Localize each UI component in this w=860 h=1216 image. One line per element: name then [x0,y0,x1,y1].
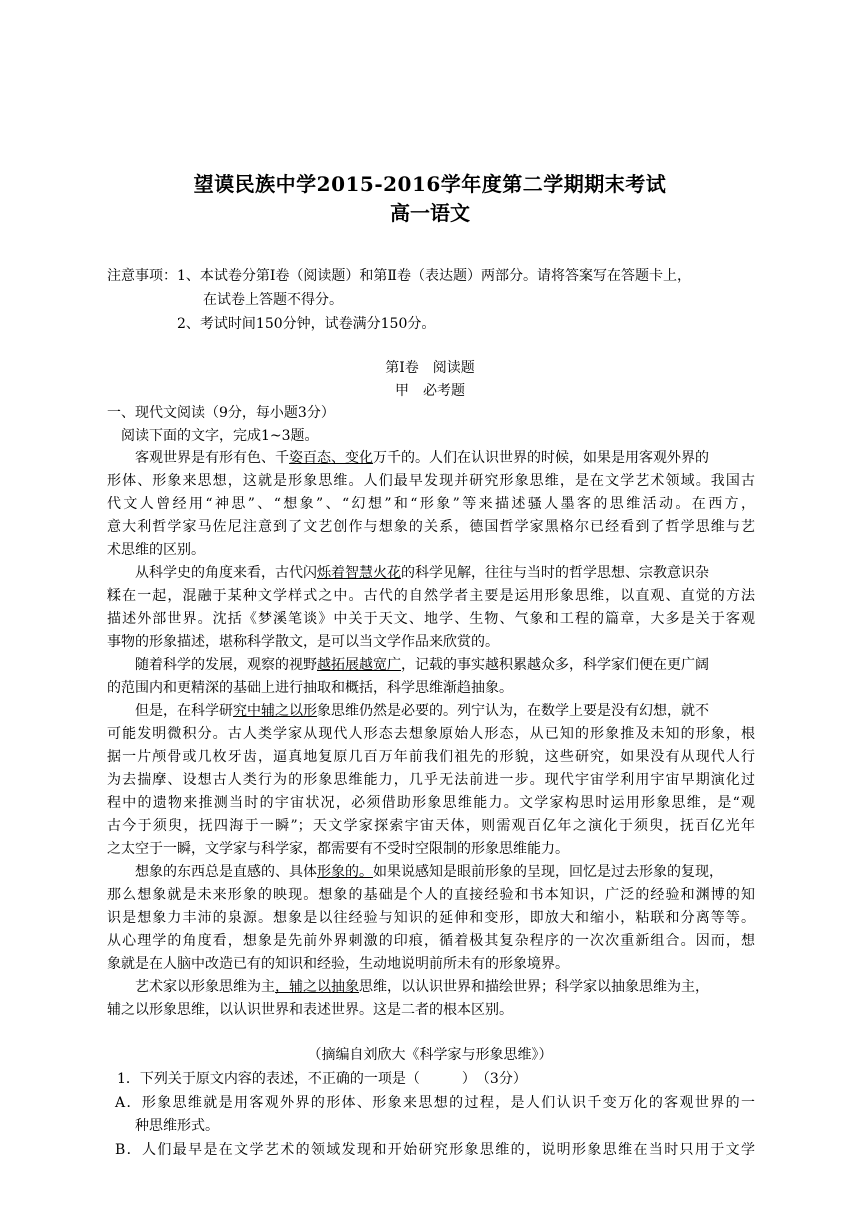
notice-line-1: 注意事项：1、本试卷分第Ⅰ卷（阅读题）和第Ⅱ卷（表达题）两部分。请将答案写在答题卡上， [107,268,691,284]
underlined-phrase: 烁着智慧火花 [317,565,401,581]
p1-line-1: 客观世界是有形有色、千姿百态、变化万千的。人们在认识世界的时候，如果是用客观外界的 [135,450,709,466]
p2-line-2: 糅在一起，混融于某种文学样式之中。古代的自然学者主要是运用形象思维，以直观、直觉的方法 [107,588,755,604]
underlined-phrase: 形象的。 [317,864,373,880]
section-sub-heading: 甲 必考题 [395,383,465,399]
p4-line-7: 之太空于一瞬，文学家与科学家，都需要有不受时空限制的形象思维能力。 [107,841,569,857]
p1-line-4: 意大利哲学家马佐尼注意到了文艺创作与想象的关系，德国哲学家黑格尔已经看到了哲学思维与艺 [107,519,755,535]
p4-line-4: 为去揣摩、设想古人类行为的形象思维能力，几乎无法前进一步。现代宇宙学利用宇宙早期演化过 [107,772,755,788]
underlined-phrase: 姿百态、变化 [289,450,373,466]
p5-line-1: 想象的东西总是直感的、具体形象的。如果说感知是眼前形象的呈现，回忆是过去形象的复现， [135,864,723,880]
p2-line-4: 事物的形象描述，堪称科学散文，是可以当文学作品来欣赏的。 [107,634,499,650]
notice-line-3: 2、考试时间150分钟，试卷满分150分。 [177,316,436,332]
p4-line-6: 古今于须臾，抚四海于一瞬”；天文学家探索宇宙天体，则需观百亿年之演化于须臾，抚百亿光年 [107,818,755,834]
p2-line-1: 从科学史的角度来看，古代闪烁着智慧火花的科学见解，往往与当时的哲学思想、宗教意识杂 [135,565,709,581]
q1-stem: 1．下列关于原文内容的表述，不正确的一项是（ ） （3分） [117,1071,527,1087]
p4-line-3: 据一片颅骨或几枚牙齿，逼真地复原几百万年前我们祖先的形貌，这些研究，如果没有从现代人行 [107,749,755,765]
q1-option-a-line-1: A．形象思维就是用客观外界的形体、形象来思想的过程，是人们认识千变万化的客观世界的一 [115,1095,755,1111]
source-citation: （摘编自刘欣大《科学家与形象思维》） [307,1047,553,1063]
p4-line-5: 程中的遗物来推测当时的宇宙状况，必须借助形象思维能力。文学家构思时运用形象思维，是“观 [107,795,755,811]
p1-line-5: 术思维的区别。 [107,542,205,558]
question-heading: 一、现代文阅读（9分，每小题3分） [107,405,335,421]
p6-line-1: 艺术家以形象思维为主，辅之以抽象思维，以认识世界和描绘世界；科学家以抽象思维为主， [135,979,709,995]
exam-title: 望谟民族中学2015-2016学年度第二学期期末考试 [193,172,667,196]
p5-line-2: 那么想象就是未来形象的映现。想象的基础是个人的直接经验和书本知识，广泛的经验和渊博的知 [107,887,755,903]
q1-option-a-line-2: 种思维形式。 [135,1118,219,1134]
p2-line-3: 描述外部世界。沈括《梦溪笔谈》中关于天文、地学、生物、气象和工程的篇章，大多是关于客观 [107,611,755,627]
underlined-phrase: 越拓展越宽广 [317,657,401,673]
p3-line-1: 随着科学的发展，观察的视野越拓展越宽广，记载的事实越积累越众多，科学家们便在更广阔 [135,657,709,673]
p5-line-4: 从心理学的角度看，想象是先前外界刺激的印痕，循着极其复杂程序的一次次重新组合。因而，想 [107,933,755,949]
p5-line-3: 识是想象力丰沛的泉源。想象是以往经验与知识的延伸和变形，即放大和缩小，粘联和分离等等。 [107,910,755,926]
p4-line-1: 但是，在科学研究中辅之以形象思维仍然是必要的。列宁认为，在数学上要是没有幻想，就不 [135,703,709,719]
p1-line-2: 形体、形象来思想，这就是形象思维。人们最早发现并研究形象思维，是在文学艺术领域。我国古 [107,473,755,489]
underlined-phrase: ，辅之以抽象 [275,979,359,995]
q1-option-b-line-1: B．人们最早是在文学艺术的领域发现和开始研究形象思维的，说明形象思维在当时只用于文学 [115,1142,755,1158]
underlined-phrase: 究中辅之以形 [233,703,317,719]
section-part-heading: 第Ⅰ卷 阅读题 [385,360,475,376]
exam-subtitle: 高一语文 [390,201,470,225]
p1-line-3: 代文人曾经用“神思”、“想象”、“幻想”和“形象”等来描述骚人墨客的思维活动。在西方， [107,496,755,512]
reading-instruction: 阅读下面的文字，完成1~3题。 [121,428,319,444]
p3-line-2: 的范围内和更精深的基础上进行抽取和概括，科学思维渐趋抽象。 [107,680,513,696]
notice-line-2: 在试卷上答题不得分。 [203,292,343,308]
p5-line-5: 象就是在人脑中改造已有的知识和经验，生动地说明前所未有的形象境界。 [107,956,569,972]
p6-line-2: 辅之以形象思维，以认识世界和表述世界。这是二者的根本区别。 [107,1002,513,1018]
p4-line-2: 可能发明微积分。古人类学家从现代人形态去想象原始人形态，从已知的形象推及未知的形象，根 [107,726,755,742]
